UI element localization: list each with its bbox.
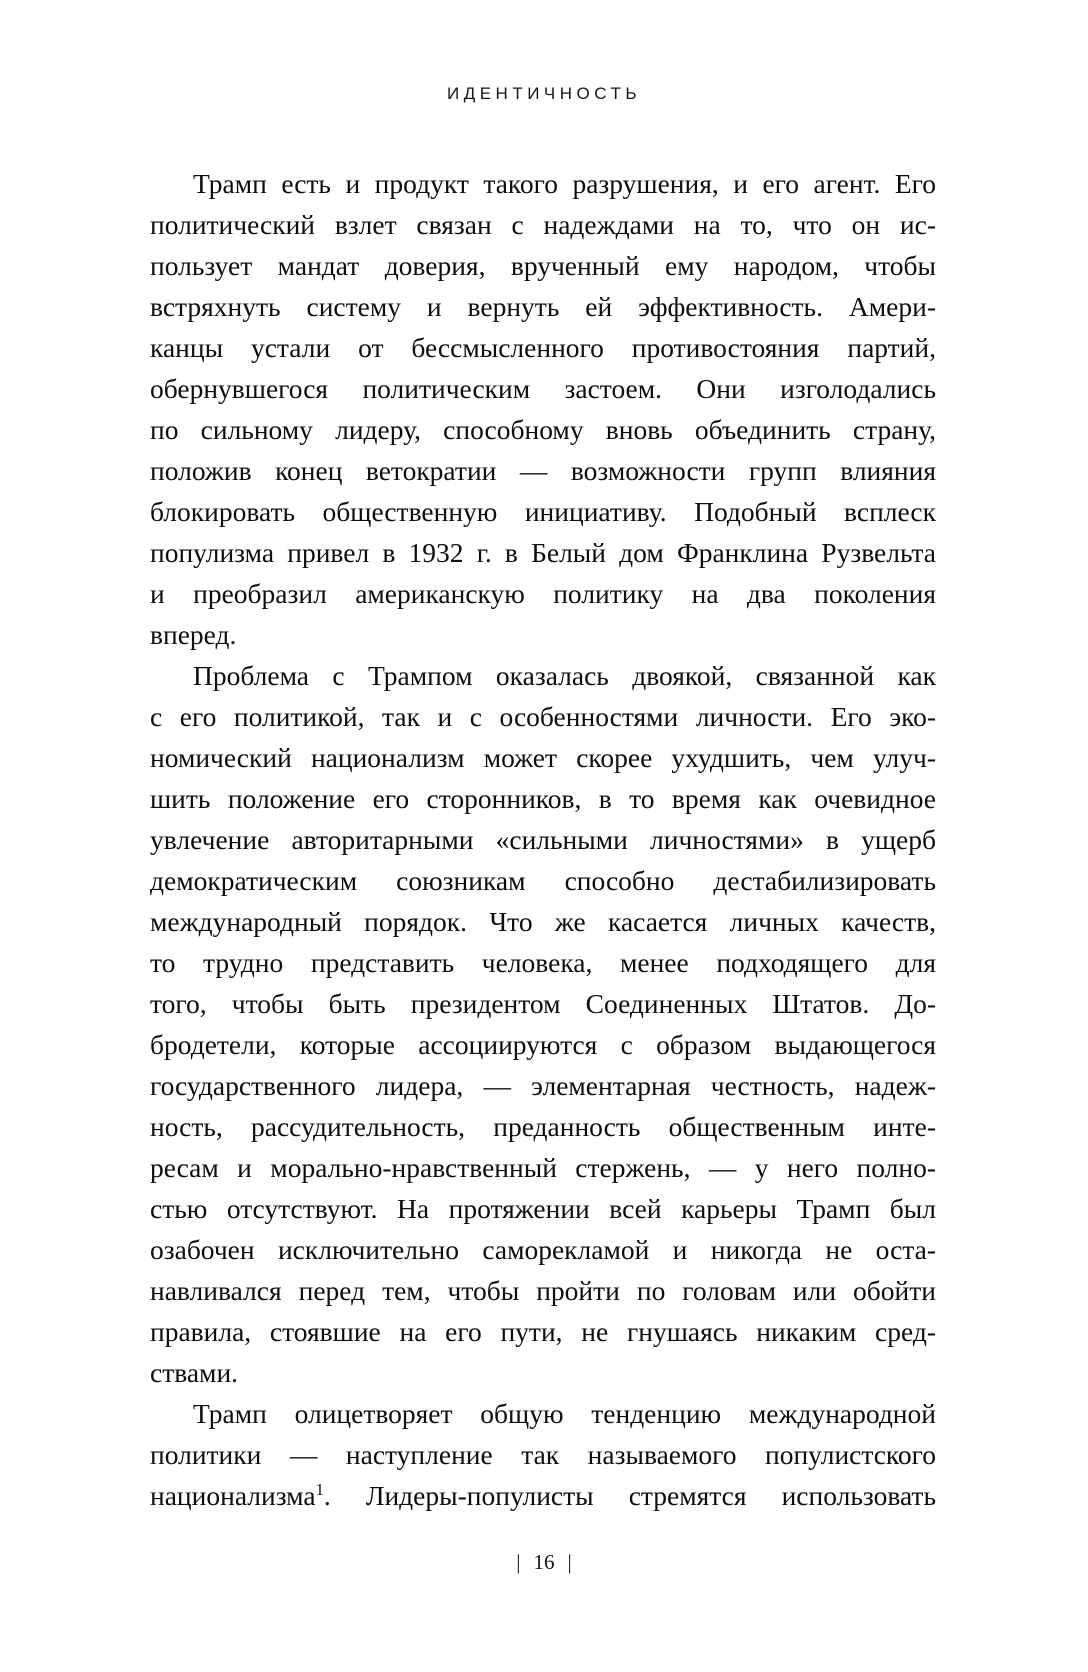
- text-line: Проблема с Трампом оказалась двоякой, связанной как: [193, 660, 936, 691]
- text-line: стью отсутствуют. На протяжении всей карьеры Трамп был: [150, 1193, 936, 1224]
- text-line: государственного лидера, — элементарная честность, надеж-: [150, 1070, 936, 1101]
- text-line: ресам и морально-нравственный стержень, — у него полно-: [150, 1152, 936, 1183]
- text-line: национализма$^1$. Лидеры-популисты стремятся использовать: [150, 1479, 936, 1511]
- text-line: международный порядок. Что же касается личных качеств,: [150, 906, 936, 937]
- text-line: номический национализм может скорее ухудшить, чем улуч-: [150, 742, 936, 773]
- text-line: демократическим союзникам способно дестабилизировать: [150, 865, 936, 896]
- text-line: шить положение его сторонников, в то время как очевидное: [150, 783, 936, 814]
- footnote-marker: 1: [315, 1479, 324, 1499]
- footer-separator-right: |: [567, 1550, 572, 1574]
- text-line: и преобразил американскую политику на два поколения: [150, 578, 936, 609]
- text-line: политики — наступление так называемого популистского: [150, 1439, 936, 1470]
- text-line: по сильному лидеру, способному вновь объединить страну,: [150, 414, 936, 445]
- text-line: озабочен исключительно саморекламой и никогда не оста-: [150, 1234, 936, 1265]
- body-text: [150, 163, 936, 1516]
- text-line: Трамп есть и продукт такого разрушения, и его агент. Его: [193, 168, 936, 199]
- text-line: Трамп олицетворяет общую тенденцию международной: [193, 1398, 936, 1429]
- text-line: ствами.: [150, 1357, 239, 1388]
- text-line: правила, стоявшие на его пути, не гнушаясь никаким сред-: [150, 1316, 936, 1347]
- text-line: с его политикой, так и с особенностями личности. Его эко-: [150, 701, 936, 732]
- footer-separator-left: |: [516, 1550, 521, 1574]
- text-line: пользует мандат доверия, врученный ему народом, чтобы: [150, 250, 936, 281]
- text-line: вперед.: [150, 619, 237, 650]
- text-line: политический взлет связан с надеждами на то, что он ис-: [150, 209, 936, 240]
- text-line: положив конец ветократии — возможности групп влияния: [150, 455, 936, 486]
- text-line: увлечение авторитарными «сильными личностями» в ущерб: [150, 824, 936, 855]
- text-line: того, чтобы быть президентом Соединенных Штатов. До-: [150, 988, 936, 1019]
- text-line: встряхнуть систему и вернуть ей эффективность. Амери-: [150, 291, 936, 322]
- text-line: обернувшегося политическим застоем. Они изголодались: [150, 373, 936, 404]
- text-line: то трудно представить человека, менее подходящего для: [150, 947, 936, 978]
- page-footer: [0, 1550, 1088, 1575]
- text-line: популизма привел в 1932 г. в Белый дом Франклина Рузвельта: [150, 537, 936, 568]
- text-line: бродетели, которые ассоциируются с образом выдающегося: [150, 1029, 936, 1060]
- text-line: навливался перед тем, чтобы пройти по головам или обойти: [150, 1275, 936, 1306]
- text-line: блокировать общественную инициативу. Подобный всплеск: [150, 496, 936, 527]
- running-header: ИДЕНТИЧНОСТЬ: [446, 84, 642, 103]
- text-line: канцы устали от бессмысленного противостояния партий,: [150, 332, 936, 363]
- page-number: 16: [533, 1550, 555, 1574]
- text-line: ность, рассудительность, преданность общественным инте-: [150, 1111, 936, 1142]
